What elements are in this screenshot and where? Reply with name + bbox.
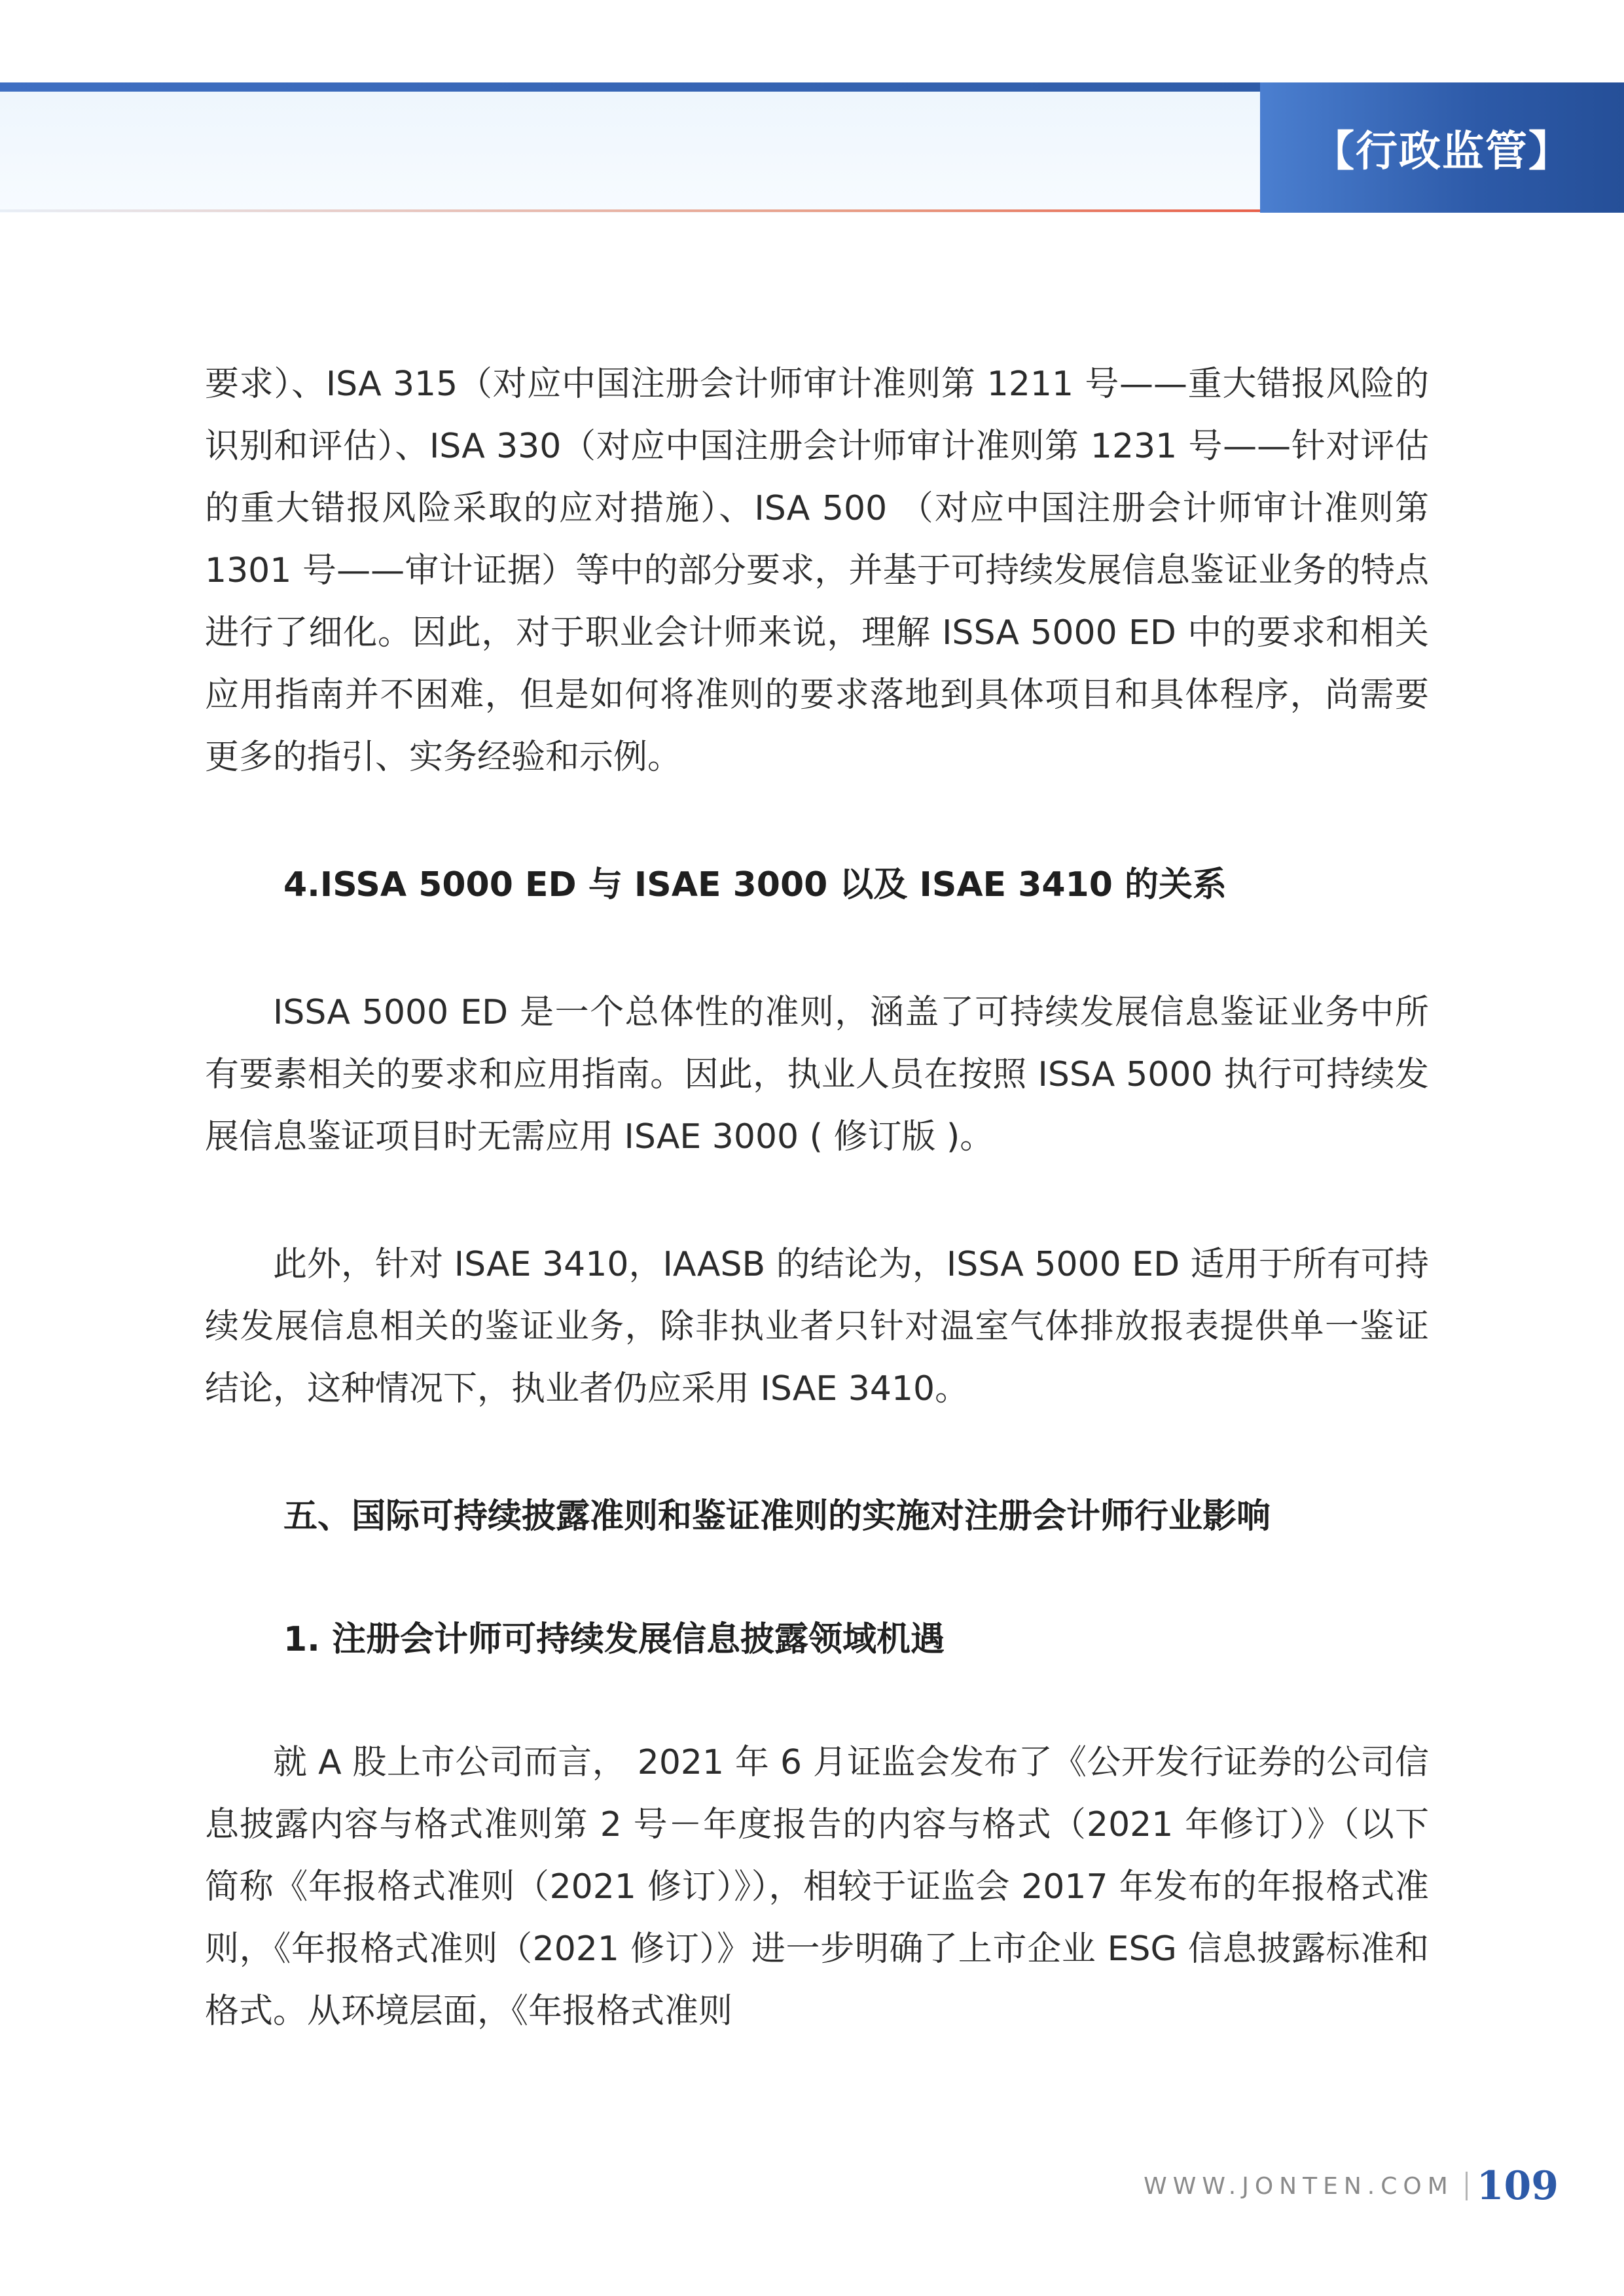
section-tag: 【行政监管】 <box>1260 82 1624 213</box>
paragraph-isae-3410: 此外，针对 ISAE 3410，IAASB 的结论为，ISSA 5000 ED 适用于所有可持续发展信息相关的鉴证业务，除非执业者只针对温室气体排放报表提供单一鉴证结论，这种情况下，执业者仍应采用 ISAE 3410。 <box>205 1245 1429 1408</box>
paragraph-continued: 要求）、ISA 315（对应中国注册会计师审计准则第 1211 号——重大错报风险的识别和评估）、ISA 330（对应中国注册会计师审计准则第 1231 号——针对评估的重大错报风险采取的应对措施）、ISA 500 （对应中国注册会计师审计准则第 1301 号——审计证据）等中的部分要求，并基于可持续发展信息鉴证业务的特点进行了细化。因此，对于职业会计师来说，理解 ISSA 5000 ED 中的要求和相关应用指南并不困难，但是如何将准则的要求落地到具体项目和具体程序，尚需要更多的指引、实务经验和示例。 <box>205 365 1429 777</box>
header-band <box>0 92 1260 213</box>
page-body <box>205 353 1429 2043</box>
subheading-issa-relationship: 4.ISSA 5000 ED 与 ISAE 3000 以及 ISAE 3410 的关系 <box>283 865 1227 905</box>
header-top-stripe <box>0 82 1260 92</box>
page-footer <box>1144 2160 1559 2212</box>
paragraph-issa-overall: ISSA 5000 ED 是一个总体性的准则，涵盖了可持续发展信息鉴证业务中所有要素相关的要求和应用指南。因此，执业人员在按照 ISSA 5000 执行可持续发展信息鉴证项目时无需应用 ISAE 3000 ( 修订版 )。 <box>205 993 1429 1157</box>
header-divider-line <box>0 209 1260 212</box>
footer-website: WWW.JONTEN.COM <box>1144 2172 1454 2200</box>
heading-section-five: 五、国际可持续披露准则和鉴证准则的实施对注册会计师行业影响 <box>283 1497 1271 1536</box>
subheading-opportunities: 1. 注册会计师可持续发展信息披露领域机遇 <box>283 1620 945 1659</box>
paragraph-a-share: 就 A 股上市公司而言， 2021 年 6 月证监会发布了《公开发行证券的公司信息披露内容与格式准则第 2 号－年度报告的内容与格式（2021 年修订）》（以下简称《年报格式准则（2021 修订）》），相较于证监会 2017 年发布的年报格式准则，《年报格式准则（2021 修订）》进一步明确了上市企业 ESG 信息披露标准和格式。从环境层面，《年报格式准则 <box>205 1743 1429 2031</box>
page-number: 109 <box>1476 2163 1559 2209</box>
footer-separator <box>1466 2172 1468 2200</box>
